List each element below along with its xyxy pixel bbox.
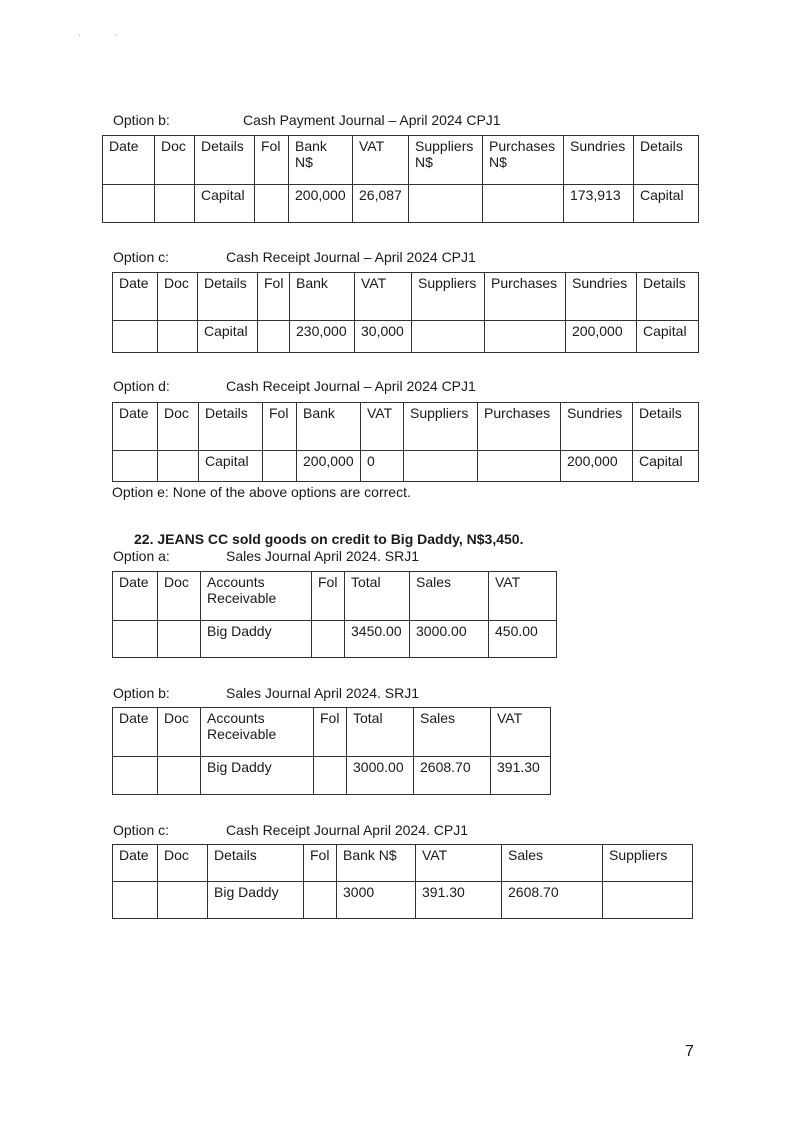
col-header: Bank (297, 403, 361, 451)
col-header: Accounts Receivable (201, 708, 314, 757)
journal-title: Cash Receipt Journal April 2024. CPJ1 (226, 822, 469, 838)
q22-option-b-table (112, 707, 551, 795)
table-row (113, 882, 693, 919)
cell (312, 621, 345, 658)
col-header: Sales (502, 845, 603, 882)
cell: 200,000 (289, 185, 353, 223)
cell: 200,000 (561, 451, 633, 482)
cell: Capital (199, 451, 263, 482)
col-header: Date (113, 572, 158, 621)
cell (485, 321, 566, 353)
table-row (113, 621, 557, 658)
cell: 2608.70 (502, 882, 603, 919)
col-header: VAT (353, 136, 409, 185)
cell: Big Daddy (208, 882, 304, 919)
col-header: VAT (416, 845, 502, 882)
col-header: Suppliers N$ (409, 136, 483, 185)
header-row (113, 572, 557, 621)
cell (158, 621, 201, 658)
cell: 3000.00 (410, 621, 489, 658)
col-header: Doc (155, 136, 195, 185)
col-header: VAT (361, 403, 404, 451)
col-header: Date (113, 403, 158, 451)
cell: 30,000 (355, 321, 412, 353)
cell (158, 882, 208, 919)
col-header: Date (113, 273, 158, 321)
journal-title: Sales Journal April 2024. SRJ1 (226, 685, 419, 701)
cell: Capital (637, 321, 699, 353)
option-e-text: Option e: None of the above options are correct. (112, 484, 411, 500)
col-header: Fol (255, 136, 289, 185)
q22-option-c-caption (113, 822, 469, 838)
table-row (113, 451, 699, 482)
cell: 3450.00 (345, 621, 410, 658)
cell (409, 185, 483, 223)
col-header: Date (113, 845, 158, 882)
cell: 173,913 (564, 185, 634, 223)
question-22-heading: 22. JEANS CC sold goods on credit to Big Daddy, N$3,450. (134, 531, 524, 547)
col-header: Date (113, 708, 158, 757)
col-header: Purchases (478, 403, 561, 451)
option-label: Option b: (113, 685, 170, 701)
journal-title: Cash Payment Journal – April 2024 CPJ1 (243, 112, 501, 128)
col-header: Details (199, 403, 263, 451)
option-c-caption (113, 249, 476, 265)
header-row (113, 708, 551, 757)
col-header: Doc (158, 845, 208, 882)
col-header: Details (633, 403, 699, 451)
option-label: Option b: (113, 112, 170, 128)
q22-option-a-caption (113, 548, 419, 564)
cell: 3000 (337, 882, 416, 919)
cell (113, 757, 158, 795)
header-row (103, 136, 699, 185)
cell: Big Daddy (201, 621, 312, 658)
cell: 2608.70 (414, 757, 491, 795)
cell: Capital (633, 451, 699, 482)
cell (483, 185, 564, 223)
cell: 200,000 (566, 321, 637, 353)
cell (304, 882, 337, 919)
cell (258, 321, 290, 353)
q22-option-b-caption (113, 685, 419, 701)
header-row (113, 273, 699, 321)
cell (603, 882, 693, 919)
cell: 391.30 (416, 882, 502, 919)
journal-title: Cash Receipt Journal – April 2024 CPJ1 (226, 249, 476, 265)
col-header: Details (208, 845, 304, 882)
journal-title: Sales Journal April 2024. SRJ1 (226, 548, 419, 564)
col-header: Fol (312, 572, 345, 621)
col-header: Doc (158, 572, 201, 621)
cell: 0 (361, 451, 404, 482)
option-b-journal-table (102, 135, 699, 223)
col-header: Sales (414, 708, 491, 757)
col-header: Details (637, 273, 699, 321)
cell (404, 451, 478, 482)
col-header: Doc (158, 708, 201, 757)
col-header: Doc (158, 403, 199, 451)
option-label: Option c: (113, 249, 170, 265)
col-header: Total (345, 572, 410, 621)
cell (255, 185, 289, 223)
col-header: Suppliers (412, 273, 485, 321)
col-header: Fol (304, 845, 337, 882)
page-number: 7 (685, 1043, 694, 1060)
option-d-caption (113, 378, 476, 394)
col-header: Sundries (561, 403, 633, 451)
col-header: Bank N$ (289, 136, 353, 185)
col-header: Sales (410, 572, 489, 621)
cell (113, 621, 158, 658)
cell (103, 185, 155, 223)
header-row (113, 845, 693, 882)
cell: Capital (198, 321, 258, 353)
cell (158, 757, 201, 795)
cell (155, 185, 195, 223)
cell (314, 757, 347, 795)
col-header: Purchases N$ (483, 136, 564, 185)
col-header: Details (198, 273, 258, 321)
col-header: Accounts Receivable (201, 572, 312, 621)
cell: Capital (634, 185, 699, 223)
option-label: Option c: (113, 822, 170, 838)
q22-option-c-table (112, 844, 693, 919)
cell (113, 451, 158, 482)
option-b-caption (113, 112, 501, 128)
cell (158, 451, 199, 482)
col-header: Doc (158, 273, 198, 321)
cell: 3000.00 (347, 757, 414, 795)
col-header: VAT (489, 572, 557, 621)
option-label: Option a: (113, 548, 170, 564)
table-row (103, 185, 699, 223)
col-header: Date (103, 136, 155, 185)
cell (158, 321, 198, 353)
scan-specks: · · (78, 30, 118, 41)
table-row (113, 321, 699, 353)
col-header: Sundries (564, 136, 634, 185)
journal-title: Cash Receipt Journal – April 2024 CPJ1 (226, 378, 476, 394)
option-label: Option d: (113, 378, 170, 394)
cell: 391.30 (491, 757, 551, 795)
cell (412, 321, 485, 353)
col-header: VAT (355, 273, 412, 321)
cell (478, 451, 561, 482)
cell: 230,000 (290, 321, 355, 353)
col-header: Fol (258, 273, 290, 321)
col-header: Details (634, 136, 699, 185)
cell: 200,000 (297, 451, 361, 482)
cell (263, 451, 297, 482)
cell: Capital (195, 185, 255, 223)
col-header: Details (195, 136, 255, 185)
cell: 26,087 (353, 185, 409, 223)
q22-option-a-table (112, 571, 557, 658)
col-header: Suppliers (404, 403, 478, 451)
col-header: Fol (314, 708, 347, 757)
col-header: Bank (290, 273, 355, 321)
col-header: Sundries (566, 273, 637, 321)
cell (113, 321, 158, 353)
col-header: Bank N$ (337, 845, 416, 882)
col-header: Suppliers (603, 845, 693, 882)
col-header: Purchases (485, 273, 566, 321)
cell: Big Daddy (201, 757, 314, 795)
col-header: Fol (263, 403, 297, 451)
cell: 450.00 (489, 621, 557, 658)
option-d-journal-table (112, 402, 699, 482)
header-row (113, 403, 699, 451)
table-row (113, 757, 551, 795)
option-c-journal-table (112, 272, 699, 353)
col-header: VAT (491, 708, 551, 757)
cell (113, 882, 158, 919)
col-header: Total (347, 708, 414, 757)
